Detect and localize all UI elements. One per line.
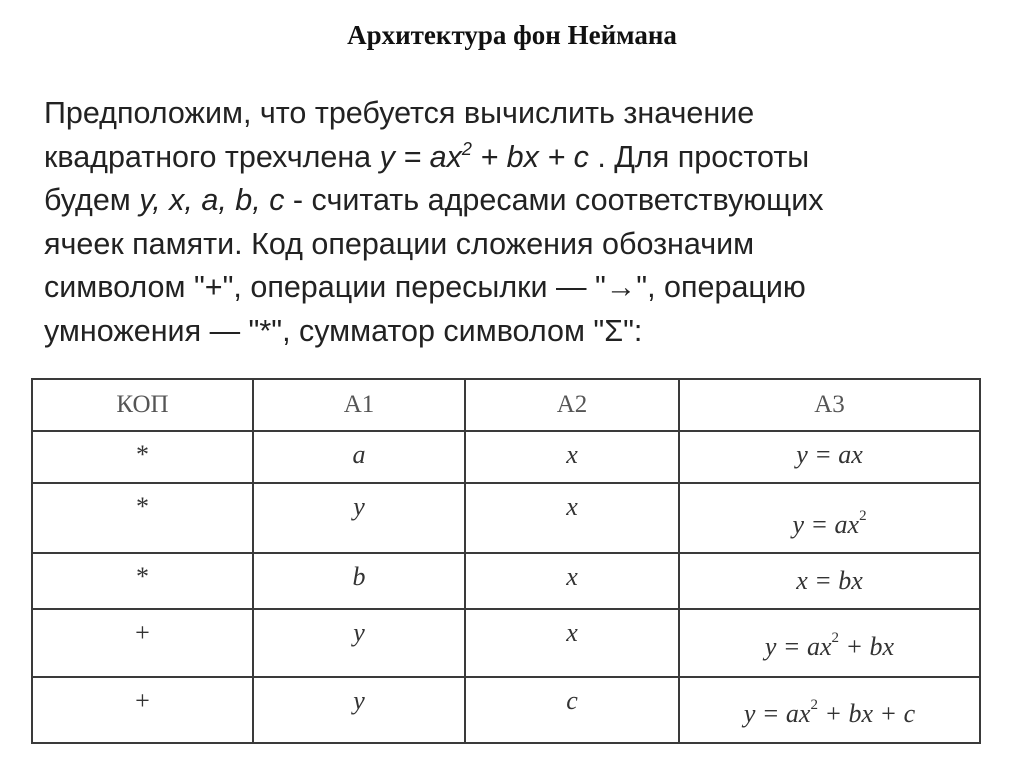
intro-line-4: ячеек памяти. Код операции сложения обозначим: [44, 226, 755, 261]
cell-a3: $y = ax^2$ + bx: [679, 609, 980, 677]
intro-line-3-text: будем: [44, 183, 140, 217]
cell-a1: y: [253, 483, 465, 553]
cell-a3: y = ax: [679, 431, 980, 483]
cell-a1: b: [253, 553, 465, 609]
cell-a1: a: [253, 431, 465, 483]
table-row: [32, 609, 980, 677]
header-a1: А1: [253, 379, 465, 431]
table-row: [32, 677, 980, 743]
table-row: [32, 483, 980, 553]
trinomial-formula: $y = ax^2$ + bx + c: [379, 138, 589, 174]
intro-line-1: Предположим, что требуется вычислить значение: [44, 96, 755, 130]
table-header-row: [32, 379, 980, 431]
intro-line-5: символом "+", операции пересылки — "→", операцию: [44, 270, 806, 304]
cell-a2: x: [465, 609, 679, 677]
cell-a3: $y = ax^2$: [679, 483, 980, 553]
slide-title: Архитектура фон Неймана: [347, 20, 677, 50]
cell-a1: y: [253, 677, 465, 743]
cell-a1: y: [253, 609, 465, 677]
cell-a2: x: [465, 431, 679, 483]
header-kop: КОП: [32, 379, 253, 431]
cell-op: *: [32, 553, 253, 609]
table-row: [32, 553, 980, 609]
cell-op: +: [32, 677, 253, 743]
header-a3: А3: [679, 379, 980, 431]
cell-a2: x: [465, 553, 679, 609]
intro-line-2-end: . Для простоты: [588, 139, 810, 174]
address-variables: y, x, a, b, c: [139, 183, 285, 217]
intro-line-3-end: - считать адресами соответствующих: [284, 183, 824, 217]
header-a2: А2: [465, 379, 679, 431]
intro-line-2-text: квадратного трехчлена: [44, 139, 380, 174]
cell-a2: x: [465, 483, 679, 553]
table-row: [32, 431, 980, 483]
intro-paragraph: [44, 92, 994, 353]
cell-a3: $y = ax^2$ + bx + c: [679, 677, 980, 743]
cell-a2: c: [465, 677, 679, 743]
intro-line-6: умножения — "*", сумматор символом "Σ":: [44, 313, 643, 348]
cell-a3: x = bx: [679, 553, 980, 609]
cell-op: +: [32, 609, 253, 677]
instruction-table: [31, 378, 981, 744]
cell-op: *: [32, 431, 253, 483]
instruction-table-wrapper: [31, 378, 979, 740]
cell-op: *: [32, 483, 253, 553]
